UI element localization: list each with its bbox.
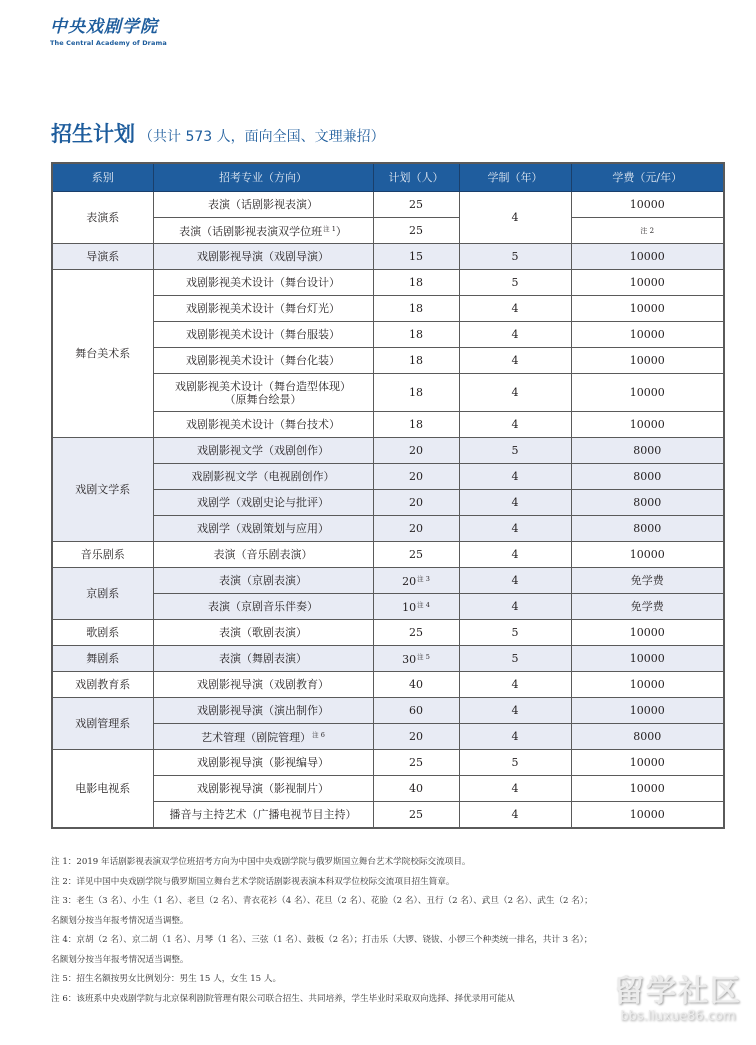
years-cell: 5 xyxy=(459,646,571,672)
plan-cell: 40 xyxy=(373,672,459,698)
years-cell: 4 xyxy=(459,412,571,438)
plan-cell: 60 xyxy=(373,698,459,724)
table-row xyxy=(52,594,724,620)
years-cell: 4 xyxy=(459,192,571,244)
department-cell: 戏剧教育系 xyxy=(52,672,153,698)
major-cell: 戏剧影视美术设计（舞台灯光） xyxy=(153,296,373,322)
years-cell: 4 xyxy=(459,776,571,802)
department-cell: 戏剧文学系 xyxy=(52,438,153,542)
plan-cell: 18 xyxy=(373,374,459,412)
table-row xyxy=(52,698,724,724)
table-row xyxy=(52,672,724,698)
table-header-row xyxy=(52,163,724,192)
years-cell: 5 xyxy=(459,244,571,270)
years-cell: 5 xyxy=(459,270,571,296)
table-row xyxy=(52,646,724,672)
years-cell: 5 xyxy=(459,750,571,776)
table-row xyxy=(52,802,724,829)
table-row xyxy=(52,218,724,244)
major-cell: 戏剧影视导演（影视编导） xyxy=(153,750,373,776)
fee-cell xyxy=(571,218,724,244)
footnote-6: 注 6：该班系中央戏剧学院与北京保利剧院管理有限公司联合招生、共同培养，学生毕业时采取双向选择、择优录用可能从 xyxy=(51,993,515,1004)
table-row xyxy=(52,724,724,750)
fee-cell: 10000 xyxy=(571,542,724,568)
header-department: 系别 xyxy=(52,163,153,192)
major-cell xyxy=(153,374,373,412)
major-cell: 戏剧影视美术设计（舞台技术） xyxy=(153,412,373,438)
fee-cell: 10000 xyxy=(571,244,724,270)
plan-cell: 40 xyxy=(373,776,459,802)
fee-cell: 8000 xyxy=(571,438,724,464)
plan-cell: 25 xyxy=(373,620,459,646)
years-cell: 4 xyxy=(459,802,571,829)
fee-cell: 10000 xyxy=(571,646,724,672)
table-row xyxy=(52,244,724,270)
major-cell: 戏剧影视文学（电视剧创作） xyxy=(153,464,373,490)
title-subtitle: （共计 573 人，面向全国、文理兼招） xyxy=(139,129,385,145)
plan-value: 10 xyxy=(402,601,417,614)
footnote-4: 注 4：京胡（2 名）、京二胡（1 名）、月琴（1 名）、三弦（1 名）、鼓板（2 名）；打击乐（大锣、铙钹、小锣三个种类统一排名，共计 3 名）； xyxy=(51,935,593,945)
footnote-3-cont: 名额划分按当年报考情况适当调整。 xyxy=(51,915,189,926)
fee-cell: 10000 xyxy=(571,412,724,438)
title-main: 招生计划 xyxy=(51,122,135,146)
plan-cell: 20 xyxy=(373,516,459,542)
fee-cell: 免学费 xyxy=(571,568,724,594)
major-cell: 戏剧影视导演（戏剧教育） xyxy=(153,672,373,698)
footnote-ref: 注 3 xyxy=(417,575,430,583)
fee-cell: 8000 xyxy=(571,516,724,542)
years-cell: 4 xyxy=(459,672,571,698)
table-row xyxy=(52,542,724,568)
major-cell: 表演（京剧音乐伴奏） xyxy=(153,594,373,620)
table-row xyxy=(52,412,724,438)
major-text: 艺术管理（剧院管理） xyxy=(201,731,312,744)
fee-cell: 10000 xyxy=(571,296,724,322)
major-cell: 表演（话剧影视表演） xyxy=(153,192,373,218)
table-row xyxy=(52,464,724,490)
department-cell: 舞剧系 xyxy=(52,646,153,672)
fee-cell: 10000 xyxy=(571,672,724,698)
plan-cell: 20 xyxy=(373,464,459,490)
header-fee: 学费（元/年） xyxy=(571,163,724,192)
table-row xyxy=(52,270,724,296)
watermark xyxy=(603,975,753,1025)
plan-cell xyxy=(373,594,459,620)
plan-cell: 18 xyxy=(373,322,459,348)
fee-cell: 10000 xyxy=(571,750,724,776)
table-row xyxy=(52,776,724,802)
plan-cell: 20 xyxy=(373,490,459,516)
major-cell xyxy=(153,218,373,244)
footnote-ref: 注 5 xyxy=(417,653,430,661)
major-text: 戏剧影视美术设计（舞台造型体现） xyxy=(175,379,351,393)
years-cell: 4 xyxy=(459,724,571,750)
plan-cell: 18 xyxy=(373,296,459,322)
plan-cell xyxy=(373,568,459,594)
years-cell: 4 xyxy=(459,322,571,348)
footnote-ref: 注 6 xyxy=(312,731,325,739)
footnote-ref: 注 4 xyxy=(417,601,430,609)
footnote-1: 注 1：2019 年话剧影视表演双学位班招考方向为中国中央戏剧学院与俄罗斯国立舞台艺术学院校际交流项目。 xyxy=(51,857,471,867)
footnote-2: 注 2：详见中国中央戏剧学院与俄罗斯国立舞台艺术学院话剧影视表演本科双学位校际交流项目招生简章。 xyxy=(51,876,455,887)
plan-cell: 25 xyxy=(373,802,459,829)
major-cell xyxy=(153,724,373,750)
major-cell: 戏剧影视导演（影视制片） xyxy=(153,776,373,802)
table-row xyxy=(52,568,724,594)
plan-cell: 25 xyxy=(373,750,459,776)
fee-cell: 免学费 xyxy=(571,594,724,620)
major-cell: 戏剧学（戏剧史论与批评） xyxy=(153,490,373,516)
plan-cell: 25 xyxy=(373,218,459,244)
fee-cell: 10000 xyxy=(571,698,724,724)
major-cell: 播音与主持艺术（广播电视节目主持） xyxy=(153,802,373,829)
plan-cell: 25 xyxy=(373,192,459,218)
fee-cell: 10000 xyxy=(571,322,724,348)
footnote-3: 注 3：老生（3 名）、小生（1 名）、老旦（2 名）、青衣花衫（4 名）、花旦（2 名）、花脸（2 名）、丑行（2 名）、武旦（2 名）、武生（2 名）； xyxy=(51,896,593,906)
fee-cell: 10000 xyxy=(571,620,724,646)
header-major: 招考专业（方向） xyxy=(153,163,373,192)
table-row xyxy=(52,438,724,464)
plan-cell: 15 xyxy=(373,244,459,270)
fee-cell: 10000 xyxy=(571,776,724,802)
fee-cell: 8000 xyxy=(571,464,724,490)
major-cell: 戏剧影视美术设计（舞台设计） xyxy=(153,270,373,296)
department-cell: 表演系 xyxy=(52,192,153,244)
plan-cell: 20 xyxy=(373,438,459,464)
footnote-4-cont: 名额划分按当年报考情况适当调整。 xyxy=(51,954,189,965)
major-cell: 表演（音乐剧表演） xyxy=(153,542,373,568)
plan-cell: 18 xyxy=(373,412,459,438)
department-cell: 歌剧系 xyxy=(52,620,153,646)
major-cell: 表演（舞剧表演） xyxy=(153,646,373,672)
logo-chinese: 中央戏剧学院 xyxy=(50,17,158,37)
major-text: 表演（话剧影视表演双学位班 xyxy=(179,225,323,238)
table-row xyxy=(52,620,724,646)
enrollment-plan-table xyxy=(51,162,725,829)
fee-cell: 8000 xyxy=(571,490,724,516)
table-row xyxy=(52,296,724,322)
major-cell: 表演（京剧表演） xyxy=(153,568,373,594)
footnote-ref: 注 2 xyxy=(640,227,655,235)
plan-value: 20 xyxy=(402,575,417,588)
years-cell: 4 xyxy=(459,464,571,490)
watermark-url: bbs.liuxue86.com xyxy=(620,1009,736,1024)
years-cell: 5 xyxy=(459,438,571,464)
table-row xyxy=(52,192,724,218)
fee-cell: 10000 xyxy=(571,802,724,829)
fee-cell: 10000 xyxy=(571,270,724,296)
logo xyxy=(50,17,167,47)
table-row xyxy=(52,750,724,776)
plan-cell: 18 xyxy=(373,270,459,296)
major-cell: 戏剧影视导演（戏剧导演） xyxy=(153,244,373,270)
major-cell: 表演（歌剧表演） xyxy=(153,620,373,646)
table-row xyxy=(52,322,724,348)
major-cell: 戏剧影视导演（演出制作） xyxy=(153,698,373,724)
header-plan: 计划（人） xyxy=(373,163,459,192)
years-cell: 4 xyxy=(459,374,571,412)
page-title xyxy=(51,118,385,148)
years-cell: 4 xyxy=(459,516,571,542)
department-cell: 舞台美术系 xyxy=(52,270,153,438)
plan-value: 30 xyxy=(402,653,417,666)
department-cell: 导演系 xyxy=(52,244,153,270)
table-row xyxy=(52,348,724,374)
years-cell: 4 xyxy=(459,594,571,620)
major-text-line2: （原舞台绘景） xyxy=(224,392,302,406)
years-cell: 5 xyxy=(459,620,571,646)
years-cell: 4 xyxy=(459,698,571,724)
major-text-tail: ） xyxy=(335,225,347,238)
table-row xyxy=(52,490,724,516)
department-cell: 电影电视系 xyxy=(52,750,153,829)
years-cell: 4 xyxy=(459,542,571,568)
years-cell: 4 xyxy=(459,490,571,516)
years-cell: 4 xyxy=(459,568,571,594)
department-cell: 音乐剧系 xyxy=(52,542,153,568)
plan-cell: 18 xyxy=(373,348,459,374)
department-cell: 京剧系 xyxy=(52,568,153,620)
table-row xyxy=(52,374,724,412)
major-cell: 戏剧影视美术设计（舞台服装） xyxy=(153,322,373,348)
plan-cell: 20 xyxy=(373,724,459,750)
years-cell: 4 xyxy=(459,348,571,374)
footnote-ref: 注 1 xyxy=(323,225,336,233)
major-cell: 戏剧学（戏剧策划与应用） xyxy=(153,516,373,542)
header-years: 学制（年） xyxy=(459,163,571,192)
watermark-logo: 留学社区 xyxy=(614,974,742,1009)
plan-cell: 25 xyxy=(373,542,459,568)
fee-cell: 8000 xyxy=(571,724,724,750)
major-cell: 戏剧影视美术设计（舞台化装） xyxy=(153,348,373,374)
fee-cell: 10000 xyxy=(571,348,724,374)
plan-cell xyxy=(373,646,459,672)
logo-english: The Central Academy of Drama xyxy=(50,39,167,47)
fee-cell: 10000 xyxy=(571,374,724,412)
footnote-5: 注 5：招生名额按男女比例划分：男生 15 人，女生 15 人。 xyxy=(51,974,282,984)
major-cell: 戏剧影视文学（戏剧创作） xyxy=(153,438,373,464)
fee-cell: 10000 xyxy=(571,192,724,218)
years-cell: 4 xyxy=(459,296,571,322)
department-cell: 戏剧管理系 xyxy=(52,698,153,750)
table-row xyxy=(52,516,724,542)
